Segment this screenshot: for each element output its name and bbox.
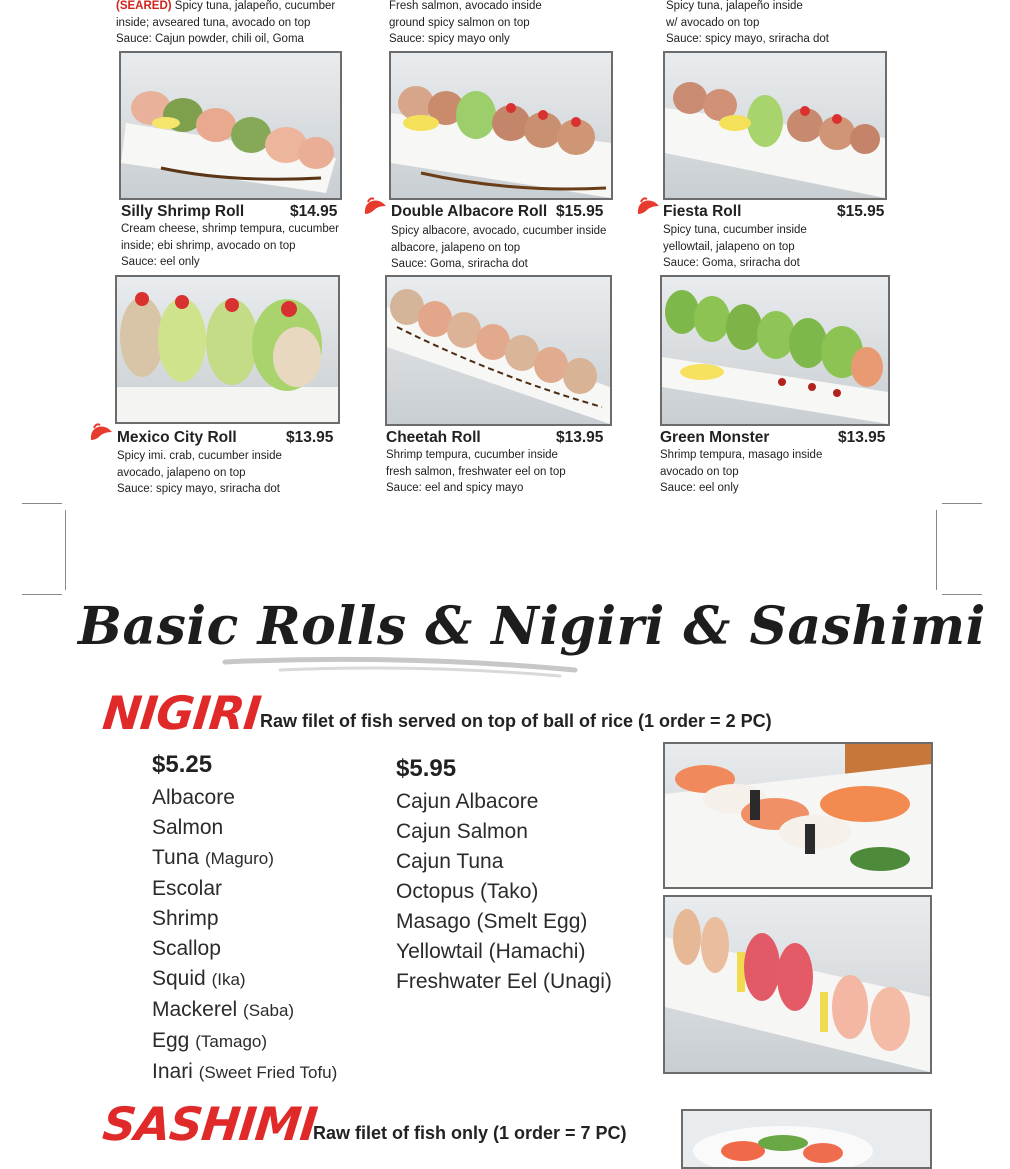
roll-desc-line: Spicy albacore, avocado, cucumber inside [391,225,607,237]
roll-desc [663,222,903,272]
roll-sauce: Sauce: eel only [660,482,739,494]
roll-desc-line: Fresh salmon, avocado inside [389,0,542,12]
brush-underline [220,650,580,680]
roll-sauce: Sauce: eel only [121,256,200,268]
nigiri-item: Cajun Salmon [396,820,528,843]
nigiri-item-name: Squid [152,967,206,990]
roll-desc-line: Shrimp tempura, masago inside [660,449,823,461]
roll-desc-line: Shrimp tempura, cucumber inside [386,449,558,461]
silly-shrimp-roll-photo [119,51,342,200]
nigiri-item-note: (Maguro) [204,849,274,868]
nigiri-item-name: Shrimp [152,907,219,930]
roll-sauce: Sauce: spicy mayo only [389,33,510,45]
roll-price: $14.95 [290,203,338,220]
nigiri-item: Freshwater Eel (Unagi) [396,970,612,993]
nigiri-price-525: $5.25 [152,751,213,778]
nigiri-list-595 [396,787,612,997]
roll-name: Fiesta Roll [663,203,742,220]
crop-mark [942,503,982,504]
nigiri-item [152,1057,337,1088]
roll-desc-top-left [116,0,356,48]
roll-price: $13.95 [556,429,604,446]
roll-desc [121,221,361,271]
roll-desc-line: Spicy imi. crab, cucumber inside [117,450,282,462]
crop-mark [936,510,937,590]
nigiri-item: Masago (Smelt Egg) [396,910,588,933]
nigiri-item-name: Inari [152,1060,193,1083]
roll-desc-line: Spicy tuna, jalapeño inside [666,0,803,12]
cheetah-roll-photo [385,275,612,426]
nigiri-item [152,874,337,904]
roll-name: Cheetah Roll [386,429,481,446]
roll-sauce: Sauce: eel and spicy mayo [386,482,524,494]
nigiri-item: Octopus (Tako) [396,880,539,903]
roll-price: $15.95 [556,203,604,220]
roll-desc-line: Spicy tuna, cucumber inside [663,224,807,236]
roll-desc-line: w/ avocado on top [666,16,760,29]
nigiri-item-note: (Saba) [243,1001,295,1020]
crop-mark [942,594,982,595]
nigiri-item-name: Scallop [152,937,221,960]
nigiri-intro: Raw filet of fish served on top of ball of rice (1 order = 2 PC) [260,711,772,731]
nigiri-photo-bottom [663,895,932,1074]
roll-desc-line: Spicy tuna, jalapeño, cucumber [174,0,336,12]
roll-desc [391,223,631,273]
roll-desc-line: fresh salmon, freshwater eel on top [386,465,566,478]
nigiri-item-name: Egg [152,1029,190,1052]
roll-name: Green Monster [660,429,770,446]
nigiri-item: Cajun Tuna [396,850,504,873]
roll-price: $13.95 [286,429,334,446]
crop-mark [65,510,66,590]
nigiri-item-name: Salmon [152,816,224,839]
roll-desc-line: albacore, jalapeno on top [391,241,521,254]
roll-desc-line: yellowtail, jalapeno on top [663,240,795,253]
nigiri-item-note: (Ika) [211,970,246,989]
nigiri-item-name: Escolar [152,877,223,900]
roll-desc-top-right [666,0,906,48]
nigiri-item [152,783,337,813]
nigiri-item-name: Albacore [152,786,235,809]
nigiri-item [152,964,337,995]
nigiri-item-name: Tuna [152,846,200,869]
roll-sauce: Sauce: Goma, sriracha dot [391,258,528,270]
crop-mark [22,503,62,504]
roll-price: $13.95 [838,429,886,446]
roll-desc-top-middle [389,0,629,48]
nigiri-item [152,904,337,934]
roll-desc-line: inside; avseared tuna, avocado on top [116,16,311,29]
roll-desc [386,447,626,497]
roll-sauce: Sauce: Cajun powder, chili oil, Goma [116,33,304,45]
mexico-city-roll-photo [115,275,340,424]
spicy-chili-icon [635,196,661,216]
roll-desc-line: ground spicy salmon on top [389,16,530,29]
roll-desc-line: avocado, jalapeno on top [117,466,246,479]
roll-name: Double Albacore Roll [391,203,548,220]
roll-desc [660,447,900,497]
nigiri-item [152,813,337,843]
green-monster-photo [660,275,890,426]
nigiri-item-note: (Tamago) [195,1032,268,1051]
roll-desc-line: avocado on top [660,465,739,478]
double-albacore-roll-photo [389,51,613,200]
roll-desc [117,448,357,498]
crop-mark [22,594,62,595]
fiesta-roll-photo [663,51,887,200]
nigiri-item [152,1026,337,1057]
roll-name: Mexico City Roll [117,429,237,446]
roll-desc-line: Cream cheese, shrimp tempura, cucumber [121,223,339,235]
section-title: Basic Rolls & Nigiri & Sashimi [78,596,986,657]
spicy-chili-icon [362,196,388,216]
nigiri-item: Yellowtail (Hamachi) [396,940,586,963]
nigiri-item [152,995,337,1026]
sashimi-intro: Raw filet of fish only (1 order = 7 PC) [313,1123,627,1143]
roll-price: $15.95 [837,203,885,220]
nigiri-photo-top [663,742,933,889]
nigiri-item-note: (Sweet Fried Tofu) [198,1063,338,1082]
roll-sauce: Sauce: spicy mayo, sriracha dot [666,33,829,45]
nigiri-item-name: Mackerel [152,998,238,1021]
sashimi-banner: SASHIMI [100,1097,320,1151]
roll-sauce: Sauce: Goma, sriracha dot [663,257,800,269]
roll-desc-line: inside; ebi shrimp, avocado on top [121,239,296,252]
nigiri-list-525 [152,783,337,1088]
roll-sauce: Sauce: spicy mayo, sriracha dot [117,483,280,495]
roll-name: Silly Shrimp Roll [121,203,245,220]
seared-tag: (SEARED) [116,0,172,12]
nigiri-item: Cajun Albacore [396,790,539,813]
nigiri-item [152,934,337,964]
nigiri-banner: NIGIRI [100,686,263,740]
nigiri-price-595: $5.95 [396,755,457,782]
spicy-chili-icon [88,422,114,442]
sashimi-photo [681,1109,932,1169]
nigiri-item [152,843,337,874]
